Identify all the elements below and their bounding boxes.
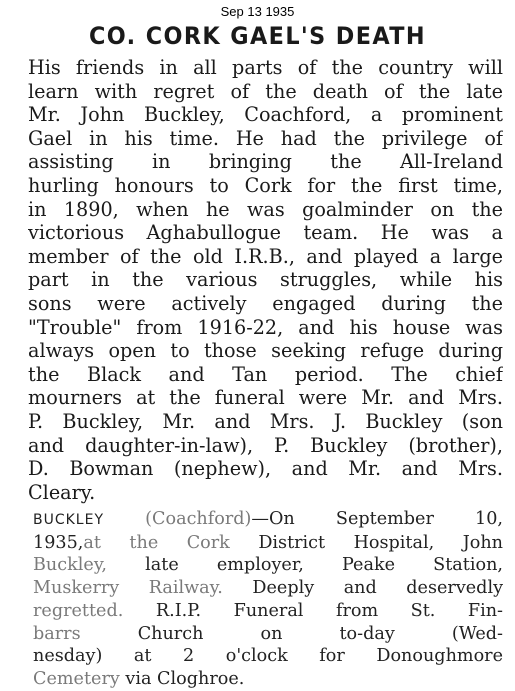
- notice-faded-text: regretted.: [33, 600, 124, 621]
- notice-line: nesday) at 2 o'clock for Donoughmore: [33, 646, 503, 667]
- notice-text: via Cloghroe.: [125, 668, 245, 689]
- article-line: part in the various struggles, while his: [28, 268, 503, 292]
- article-line: member of the old I.R.B., and played a large: [28, 244, 503, 268]
- article-line: always open to those seeking refuge during: [28, 339, 503, 363]
- article-line: hurling honours to Cork for the first time,: [28, 173, 503, 197]
- notice-line: [33, 623, 503, 646]
- notice-faded-text: Buckley,: [33, 555, 108, 576]
- article-body: [28, 56, 503, 504]
- article-line: Gael in his time. He had the privilege of: [28, 126, 503, 150]
- article-line: Cleary.: [28, 480, 96, 504]
- article-line: "Trouble" from 1916-22, and his house was: [28, 315, 503, 339]
- notice-line: [33, 668, 503, 691]
- article-line: learn with regret of the death of the late: [28, 79, 503, 103]
- article-line: D. Bowman (nephew), and Mr. and Mrs.: [28, 457, 503, 481]
- notice-faded-text: Muskerry Railway.: [33, 578, 223, 599]
- notice-faded-text: (Coachford): [145, 509, 252, 529]
- article-line: sons were actively engaged during the: [28, 291, 503, 315]
- article-line: Mr. John Buckley, Coachford, a prominent: [28, 103, 503, 127]
- notice-line: [33, 508, 503, 532]
- article-line: the Black and Tan period. The chief: [28, 362, 503, 386]
- notice-text: 1935,: [33, 532, 84, 553]
- notice-text: District Hospital, John: [258, 532, 503, 553]
- article-line: victorious Aghabullogue team. He was a: [28, 221, 503, 245]
- notice-text: Church on to-day (Wed-: [137, 623, 503, 644]
- notice-text: Deeply and deservedly: [252, 578, 503, 599]
- article-line: assisting in bringing the All-Ireland: [28, 150, 503, 174]
- article-line: and daughter-in-law), P. Buckley (brother),: [28, 433, 503, 457]
- article-line: in 1890, when he was goalminder on the: [28, 197, 503, 221]
- notice-text: R.I.P. Funeral from St. Fin-: [155, 600, 503, 621]
- headline: CO. CORK GAEL'S DEATH: [89, 22, 426, 50]
- notice-faded-text: barrs: [33, 623, 81, 644]
- notice-faded-text: at the Cork: [83, 532, 230, 553]
- notice-line: [33, 532, 503, 555]
- article-line: mourners at the funeral were Mr. and Mrs.: [28, 386, 503, 410]
- notice-text: late employer, Peake Station,: [145, 555, 503, 576]
- notice-line: [33, 600, 503, 623]
- article-line: His friends in all parts of the country will: [28, 56, 503, 79]
- notice-faded-text: Cemetery: [33, 668, 120, 689]
- notice-line: [33, 554, 503, 577]
- notice-text: —On September 10,: [251, 509, 503, 529]
- notice-line: [33, 577, 503, 600]
- clipping-date: Sep 13 1935: [220, 4, 295, 19]
- article-line: P. Buckley, Mr. and Mrs. J. Buckley (son: [28, 409, 503, 433]
- notice-surname: BUCKLEY: [33, 512, 105, 528]
- death-notice: [33, 508, 503, 691]
